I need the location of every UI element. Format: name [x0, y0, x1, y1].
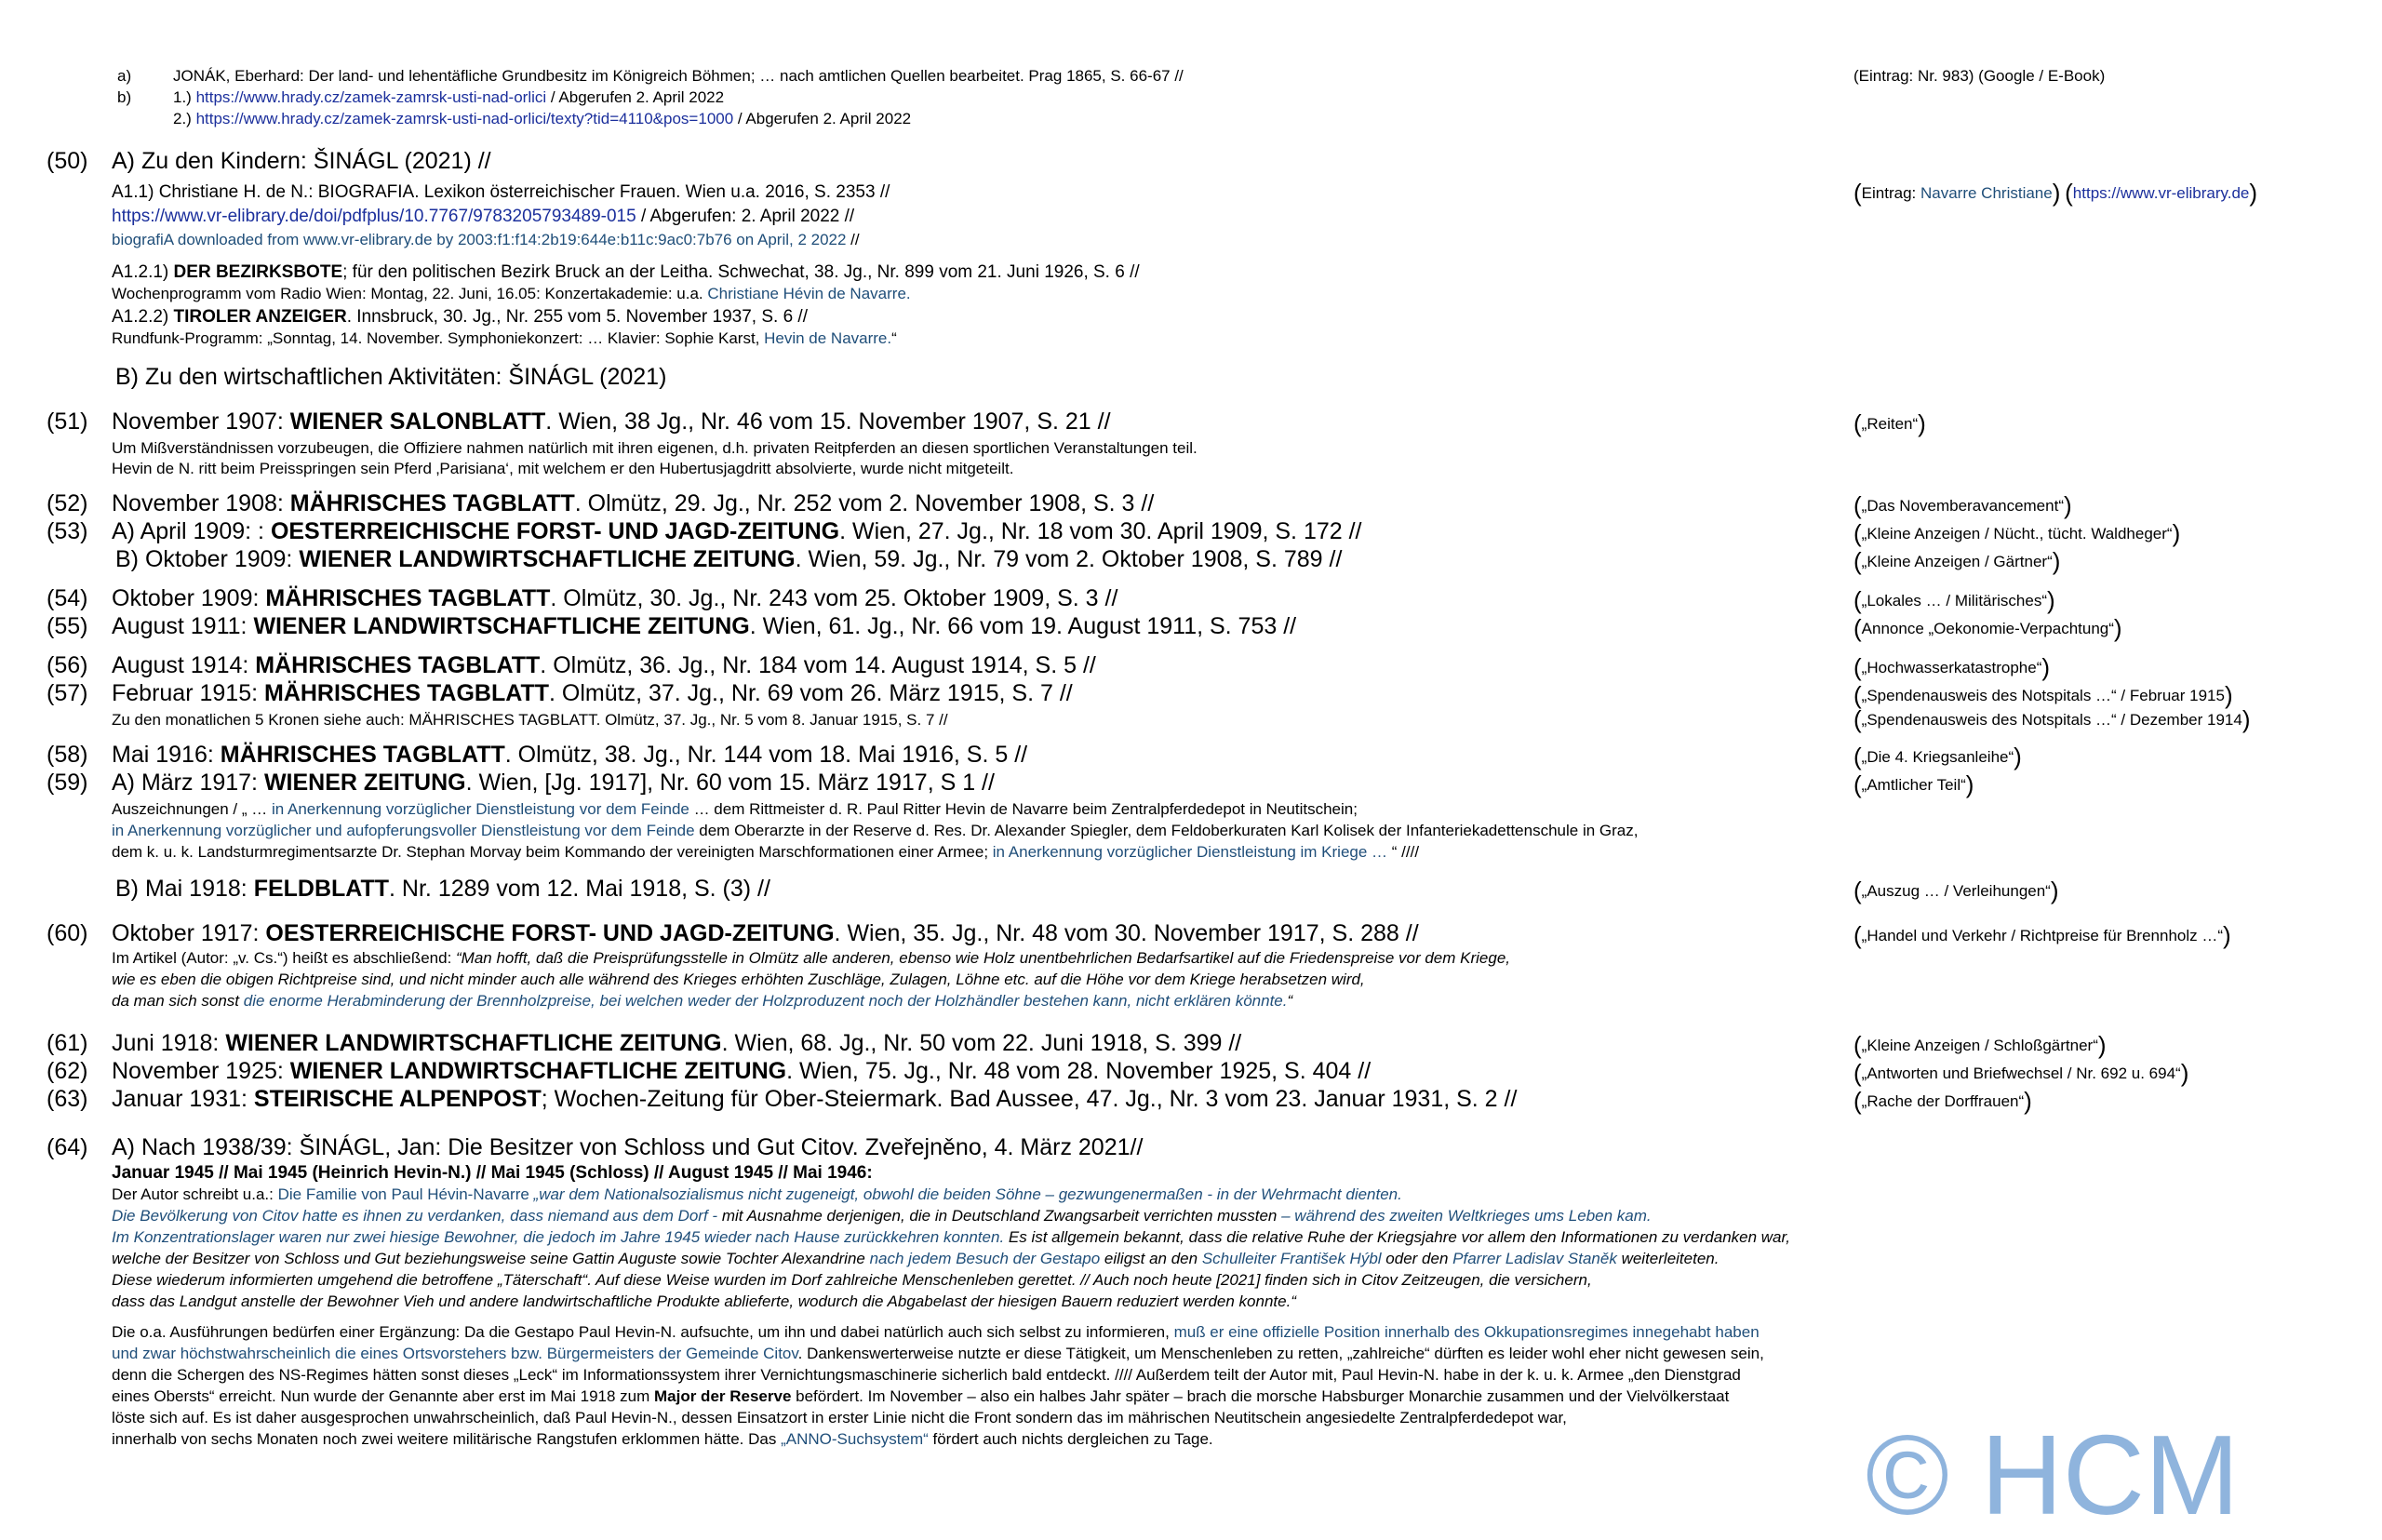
entry-52-number: (52) — [47, 490, 88, 516]
entry-61-title: Juni 1918: WIENER LANDWIRTSCHAFTLICHE ZEITUNG. Wien, 68. Jg., Nr. 50 vom 22. Juni 1918, S. 399 // — [112, 1030, 1242, 1056]
entry-64-para-2: und zwar höchstwahrscheinlich die eines Ortsvorstehers bzw. Bürgermeisters der Gemeinde Citov. Dankenswerterweise nutzte er diese Tätigkeit, um Menschenleben zu retten, „zahlreiche“ dürften es leider wohl eher nicht gewesen sein, — [112, 1345, 1764, 1362]
entry-53-title: A) April 1909: : OESTERREICHISCHE FORST- UND JAGD-ZEITUNG. Wien, 27. Jg., Nr. 18 vom 30. April 1909, S. 172 // — [112, 518, 1362, 544]
entry-61-right: („Kleine Anzeigen / Schloßgärtner“) — [1853, 1031, 2107, 1059]
entry-56-right: („Hochwasserkatastrophe“) — [1853, 653, 2051, 681]
link-vr-elibrary[interactable]: https://www.vr-elibrary.de/doi/pdfplus/10.7767/9783205793489-015 — [112, 207, 636, 226]
entry-62-number: (62) — [47, 1058, 88, 1084]
entry-50-b-title: B) Zu den wirtschaftlichen Aktivitäten: ŠINÁGL (2021) — [115, 364, 667, 390]
entry-63-title: Januar 1931: STEIRISCHE ALPENPOST; Wochen-Zeitung für Ober-Steiermark. Bad Aussee, 47. Jg., Nr. 3 vom 23. Januar 1931, S. 2 // — [112, 1086, 1518, 1112]
link-vr-elibrary-right[interactable]: https://www.vr-elibrary.de — [2072, 184, 2250, 202]
entry-58-number: (58) — [47, 742, 88, 768]
entry-64-dates: Januar 1945 // Mai 1945 (Heinrich Hevin-N.) // Mai 1945 (Schloss) // August 1945 // Mai 1946: — [112, 1163, 873, 1183]
entry-64-para-1: Die o.a. Ausführungen bedürfen einer Ergänzung: Da die Gestapo Paul Hevin-N. aufsuchte, um ihn und dabei natürlich auch sich selbst zu informieren, muß er eine offizielle Position innerhalb des Okkupationsregimes innegehabt haben — [112, 1323, 1760, 1341]
entry-57-right: („Spendenausweis des Notspitals …“ / Februar 1915) — [1853, 681, 2233, 709]
watermark: © HCM — [1866, 1412, 2240, 1538]
entry-55-number: (55) — [47, 613, 88, 639]
entry-62-right: („Antworten und Briefwechsel / Nr. 692 u. 694“) — [1853, 1059, 2189, 1087]
entry-60-right: („Handel und Verkehr / Richtpreise für Brennholz …“) — [1853, 921, 2231, 949]
entry-51-title: November 1907: WIENER SALONBLATT. Wien, 38 Jg., Nr. 46 vom 15. November 1907, S. 21 // — [112, 408, 1111, 435]
entry-60-number: (60) — [47, 920, 88, 946]
entry-56-title: August 1914: MÄHRISCHES TAGBLATT. Olmütz, 36. Jg., Nr. 184 vom 14. August 1914, S. 5 // — [112, 652, 1096, 678]
entry-59-note-3: dem k. u. k. Landsturmregimentsarzte Dr. Stephan Morvay beim Kommando der vereinigten Marschformationen einer Armee; in Anerkennung vorzüglicher Dienstleistung im Kriege … “ //// — [112, 843, 1420, 861]
entry-54-right: („Lokales … / Militärisches“) — [1853, 586, 2055, 614]
ref-a-right: (Eintrag: Nr. 983) (Google / E-Book) — [1853, 67, 2106, 85]
entry-53-number: (53) — [47, 518, 88, 544]
entry-51-number: (51) — [47, 408, 88, 435]
entry-50-number: (50) — [47, 148, 88, 174]
entry-61-number: (61) — [47, 1030, 88, 1056]
entry-55-title: August 1911: WIENER LANDWIRTSCHAFTLICHE ZEITUNG. Wien, 61. Jg., Nr. 66 vom 19. August 1911, S. 753 // — [112, 613, 1297, 639]
entry-50-right: (Eintrag: Navarre Christiane) (https://www.vr-elibrary.de) — [1853, 179, 2258, 207]
entry-55-right: (Annonce „Oekonomie-Verpachtung“) — [1853, 614, 2122, 642]
entry-56-number: (56) — [47, 652, 88, 678]
entry-60-title: Oktober 1917: OESTERREICHISCHE FORST- UND JAGD-ZEITUNG. Wien, 35. Jg., Nr. 48 vom 30. November 1917, S. 288 // — [112, 920, 1419, 946]
entry-51-note-1: Um Mißverständnissen vorzubeugen, die Offiziere nahmen natürlich mit ihren eigenen, d.h. privaten Reitpferden an diesen sportlichen Veranstaltungen teil. — [112, 439, 1198, 457]
entry-50-title: A) Zu den Kindern: ŠINÁGL (2021) // — [112, 148, 491, 174]
entry-50-a122-note: Rundfunk-Programm: „Sonntag, 14. November. Symphoniekonzert: … Klavier: Sophie Karst, Hevin de Navarre.“ — [112, 329, 897, 347]
entry-59-note-1: Auszeichnungen / „ … in Anerkennung vorzüglicher Dienstleistung vor dem Feinde … dem Rittmeister d. R. Paul Ritter Hevin de Navarre beim Zentralpferdedepot in Neutitschein; — [112, 800, 1358, 818]
entry-57-note-right: („Spendenausweis des Notspitals …“ / Dezember 1914) — [1853, 705, 2251, 733]
entry-50-a121: A1.2.1) DER BEZIRKSBOTE; für den politischen Bezirk Bruck an der Leitha. Schwechat, 38. Jg., Nr. 899 vom 21. Juni 1926, S. 6 // — [112, 262, 1140, 282]
entry-60-note-1: Im Artikel (Autor: „v. Cs.“) heißt es abschließend: “Man hofft, daß die Preisprüfungsstelle in Olmütz alle anderen, ebenso wie Holz unentbehrlichen Bedarfsartikel auf die Friedenspreise vor dem Kriege, — [112, 949, 1511, 967]
entry-64-para-6: innerhalb von sechs Monaten noch zwei weitere militärische Rangstufen erklommen hätte. Das „ANNO-Suchsystem“ fördert auch nichts dergleichen zu Tage. — [112, 1430, 1213, 1448]
entry-64-para-5: löste sich auf. Es ist daher ausgesprochen unwahrscheinlich, daß Paul Hevin-N., dessen Einsatzort in erster Linie nicht die Front sondern das im mährischen Neutitschein angesiedelte Zentralpferdedepot war, — [112, 1409, 1567, 1426]
entry-54-title: Oktober 1909: MÄHRISCHES TAGBLATT. Olmütz, 30. Jg., Nr. 243 vom 25. Oktober 1909, S. 3 // — [112, 585, 1118, 611]
link-hrady-1[interactable]: https://www.hrady.cz/zamek-zamrsk-usti-nad-orlici — [195, 88, 547, 106]
entry-50-url: https://www.vr-elibrary.de/doi/pdfplus/10.7767/9783205793489-015 / Abgerufen: 2. April 2022 // — [112, 207, 855, 226]
entry-64-para-4: eines Obersts“ erreicht. Nun wurde der Genannte aber erst im Mai 1918 zum Major der Reserve befördert. Im November – also ein halbes Jahr später – brach die morsche Habsburger Monarchie zusammen und der Vielvölkerstaat — [112, 1387, 1730, 1405]
entry-57-number: (57) — [47, 680, 88, 706]
ref-a-label: a) — [117, 67, 132, 85]
entry-64-quote-5: Diese wiederum informierten umgehend die betroffene „Täterschaft“. Auf diese Weise wurden im Dorf zahlreiche Menschenleben gerettet. // Auch noch heute [2021] finden sich in Citov Zeitzeugen, die versichern, — [112, 1271, 1592, 1289]
entry-58-right: („Die 4. Kriegsanleihe“) — [1853, 743, 2022, 770]
ref-a-text: JONÁK, Eberhard: Der land- und lehentäfliche Grundbesitz im Königreich Böhmen; … nach amtlichen Quellen bearbeitet. Prag 1865, S. 66-67 // — [173, 67, 1184, 85]
entry-59-right: („Amtlicher Teil“) — [1853, 770, 1974, 798]
entry-64-quote-2: Die Bevölkerung von Citov hatte es ihnen zu verdanken, dass niemand aus dem Dorf - mit Ausnahme derjenigen, die in Deutschland Zwangsarbeit verrichten mussten – während des zweiten Weltkrieges ums Leben kam. — [112, 1207, 1652, 1225]
entry-50-a11: A1.1) Christiane H. de N.: BIOGRAFIA. Lexikon österreichischer Frauen. Wien u.a. 2016, S. 2353 // — [112, 182, 890, 202]
ref-b2: 2.) https://www.hrady.cz/zamek-zamrsk-usti-nad-orlici/texty?tid=4110&pos=1000 / Abgerufen 2. April 2022 — [173, 110, 912, 127]
entry-62-title: November 1925: WIENER LANDWIRTSCHAFTLICHE ZEITUNG. Wien, 75. Jg., Nr. 48 vom 28. November 1925, S. 404 // — [112, 1058, 1372, 1084]
entry-64-quote-1: Der Autor schreibt u.a.: Die Familie von Paul Hévin-Navarre „war dem Nationalsozialismus nicht zugeneigt, obwohl die beiden Söhne – gezwungenermaßen - in der Wehrmacht dienten. — [112, 1185, 1402, 1203]
entry-59-b-title: B) Mai 1918: FELDBLATT. Nr. 1289 vom 12. Mai 1918, S. (3) // — [115, 876, 770, 902]
entry-59-b-right: („Auszug … / Verleihungen“) — [1853, 877, 2059, 904]
ref-b-label: b) — [117, 88, 132, 106]
entry-64-title: A) Nach 1938/39: ŠINÁGL, Jan: Die Besitzer von Schloss und Gut Citov. Zveřejněno, 4. März 2021// — [112, 1134, 1144, 1160]
entry-64-quote-6: dass das Landgut anstelle der Bewohner Vieh und andere landwirtschaftliche Produkte ablieferte, wodurch die Abgabelast der hiesigen Bauern reduziert werden konnte.“ — [112, 1292, 1296, 1310]
entry-50-a122: A1.2.2) TIROLER ANZEIGER. Innsbruck, 30. Jg., Nr. 255 vom 5. November 1937, S. 6 // — [112, 307, 808, 327]
entry-51-right: („Reiten“) — [1853, 409, 1926, 437]
entry-54-number: (54) — [47, 585, 88, 611]
entry-63-right: („Rache der Dorffrauen“) — [1853, 1087, 2032, 1115]
entry-53-b-right: („Kleine Anzeigen / Gärtner“) — [1853, 547, 2061, 575]
entry-64-quote-3: Im Konzentrationslager waren nur zwei hiesige Bewohner, die jedoch im Jahre 1945 wieder nach Hause zurückkehren konnten. Es ist allgemein bekannt, dass die relative Ruhe der Kriegsjahre vor allem den Informationen zu verdanken war, — [112, 1228, 1790, 1246]
entry-59-title: A) März 1917: WIENER ZEITUNG. Wien, [Jg. 1917], Nr. 60 vom 15. März 1917, S 1 // — [112, 770, 995, 796]
link-hrady-2[interactable]: https://www.hrady.cz/zamek-zamrsk-usti-nad-orlici/texty?tid=4110&pos=1000 — [195, 110, 734, 127]
entry-50-download: biografiA downloaded from www.vr-elibrary.de by 2003:f1:f14:2b19:644e:b11c:9ac0:7b76 on April, 2 2022 // — [112, 231, 860, 248]
entry-60-note-2: wie es eben die obigen Richtpreise sind, und nicht minder auch alle während des Krieges erhöhten Zuschläge, Zulagen, Löhne etc. auf die Höhe vor dem Kriege herabsetzen wird, — [112, 971, 1365, 988]
entry-51-note-2: Hevin de N. ritt beim Preisspringen sein Pferd ‚Parisiana‘, mit welchem er den Hubertusjagdritt absolvierte, wurde nicht mitgeteilt. — [112, 460, 1014, 477]
entry-52-title: November 1908: MÄHRISCHES TAGBLATT. Olmütz, 29. Jg., Nr. 252 vom 2. November 1908, S. 3 // — [112, 490, 1155, 516]
entry-57-note: Zu den monatlichen 5 Kronen siehe auch: MÄHRISCHES TAGBLATT. Olmütz, 37. Jg., Nr. 5 vom 8. Januar 1915, S. 7 // — [112, 711, 948, 729]
entry-64-quote-4: welche der Besitzer von Schloss und Gut beziehungsweise seine Gattin Auguste sowie Tochter Alexandrine nach jedem Besuch der Gestapo eiligst an den Schulleiter František Hýbl oder den Pfarrer Ladislav Staněk weiterleiteten. — [112, 1250, 1720, 1267]
entry-52-right: („Das Novemberavancement“) — [1853, 491, 2072, 519]
entry-59-note-2: in Anerkennung vorzüglicher und aufopferungsvoller Dienstleistung vor dem Feinde dem Oberarzte in der Reserve d. Res. Dr. Alexander Spiegler, dem Feldoberkuraten Karl Kolisek der Infanteriekadettenschule in Graz, — [112, 822, 1639, 839]
anno-link[interactable]: „ANNO-Suchsystem“ — [781, 1430, 929, 1448]
entry-64-para-3: denn die Schergen des NS-Regimes hätten sonst dieses „Leck“ im Informationssystem ihrer Vernichtungsmaschinerie sicherlich bald entdeckt. //// Außerdem teilt der Autor mit, Paul Hevin-N. habe in der k. u. k. Armee „den Dienstgrad — [112, 1366, 1741, 1384]
ref-b1: 1.) https://www.hrady.cz/zamek-zamrsk-usti-nad-orlici / Abgerufen 2. April 2022 — [173, 88, 725, 106]
entry-63-number: (63) — [47, 1086, 88, 1112]
entry-59-number: (59) — [47, 770, 88, 796]
entry-50-a121-note: Wochenprogramm vom Radio Wien: Montag, 22. Juni, 16.05: Konzertakademie: u.a. Christiane Hévin de Navarre. — [112, 285, 911, 302]
entry-58-title: Mai 1916: MÄHRISCHES TAGBLATT. Olmütz, 38. Jg., Nr. 144 vom 18. Mai 1916, S. 5 // — [112, 742, 1028, 768]
entry-53-right: („Kleine Anzeigen / Nücht., tücht. Waldheger“) — [1853, 519, 2181, 547]
entry-57-title: Februar 1915: MÄHRISCHES TAGBLATT. Olmütz, 37. Jg., Nr. 69 vom 26. März 1915, S. 7 // — [112, 680, 1073, 706]
entry-53-b-title: B) Oktober 1909: WIENER LANDWIRTSCHAFTLICHE ZEITUNG. Wien, 59. Jg., Nr. 79 vom 2. Oktober 1908, S. 789 // — [115, 546, 1343, 572]
entry-64-number: (64) — [47, 1134, 88, 1160]
entry-60-note-3: da man sich sonst die enorme Herabminderung der Brennholzpreise, bei welchen weder der Holzproduzent noch der Holzhändler bestehen kann, nicht erklären könnte.“ — [112, 992, 1293, 1010]
